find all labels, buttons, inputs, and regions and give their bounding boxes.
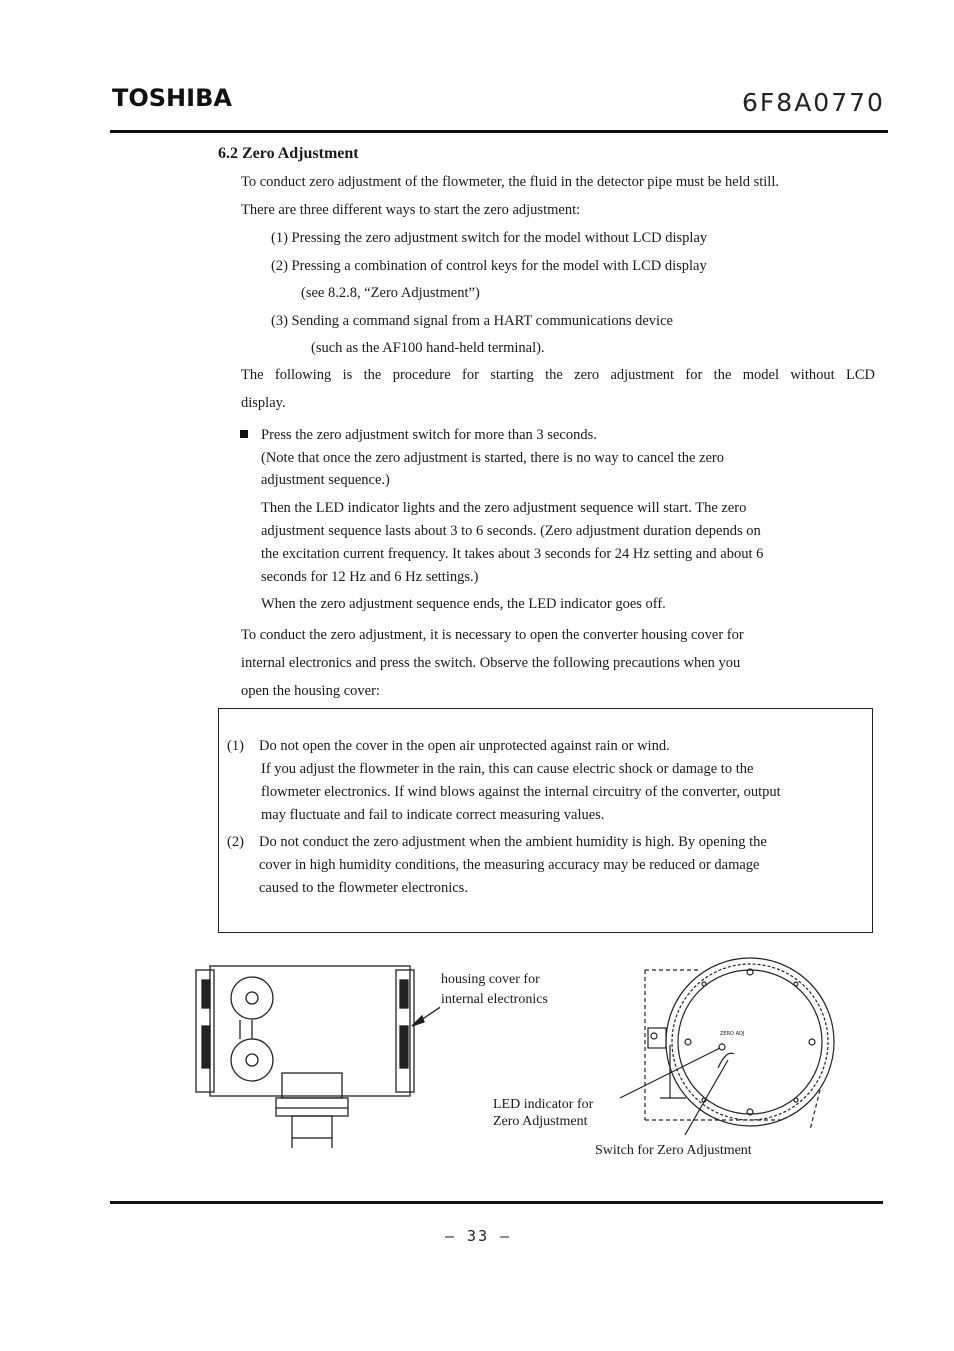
method-1: (1) Pressing the zero adjustment switch for the model without LCD display: [271, 230, 708, 246]
svg-text:ZERO ADJ: ZERO ADJ: [720, 1031, 745, 1037]
label-led-indicator-2: Zero Adjustment: [493, 1114, 588, 1129]
open-cover-line-2: internal electronics and press the switch. Observe the following precautions when you: [241, 655, 741, 671]
label-zero-switch: Switch for Zero Adjustment: [595, 1143, 752, 1158]
label-led-indicator-1: LED indicator for: [493, 1097, 594, 1112]
method-3: (3) Sending a command signal from a HART communications device: [271, 313, 673, 329]
procedure-line-1: The following is the procedure for starting the zero adjustment for the model without LCD: [241, 367, 875, 383]
open-cover-line-1: To conduct the zero adjustment, it is necessary to open the converter housing cover for: [241, 627, 744, 643]
step-note-line-1: (Note that once the zero adjustment is started, there is no way to cancel the zero: [261, 450, 725, 466]
procedure-line-2: display.: [241, 395, 286, 411]
step-note-line-2: adjustment sequence.): [261, 472, 390, 488]
method-2: (2) Pressing a combination of control keys for the model with LCD display: [271, 258, 707, 274]
warning-1-line-3: flowmeter electronics. If wind blows against the internal circuitry of the converter, output: [261, 784, 781, 800]
footer-rule: [110, 1201, 883, 1204]
label-housing-cover-1: housing cover for: [441, 972, 540, 987]
open-cover-line-3: open the housing cover:: [241, 683, 380, 699]
warning-2-line-3: caused to the flowmeter electronics.: [259, 880, 468, 896]
warning-1-number: (1): [227, 738, 244, 754]
warning-2-number: (2): [227, 834, 244, 850]
step-then-line-1: Then the LED indicator lights and the zero adjustment sequence will start. The zero: [261, 500, 747, 516]
warning-1-line-4: may fluctuate and fail to indicate correct measuring values.: [261, 807, 605, 823]
step-then-line-3: the excitation current frequency. It takes about 3 seconds for 24 Hz setting and about 6: [261, 546, 764, 562]
step-then-line-2: adjustment sequence lasts about 3 to 6 seconds. (Zero adjustment duration depends on: [261, 523, 761, 539]
warning-1-line-2: If you adjust the flowmeter in the rain, this can cause electric shock or damage to the: [261, 761, 754, 777]
page-number: — 33 —: [445, 1227, 512, 1245]
step-then-line-4: seconds for 12 Hz and 6 Hz settings.): [261, 569, 479, 585]
section-title: 6.2 Zero Adjustment: [218, 145, 359, 162]
document-number: 6F8A0770: [742, 88, 885, 117]
intro-line-2: There are three different ways to start the zero adjustment:: [241, 202, 581, 218]
warning-2-line-1: Do not conduct the zero adjustment when the ambient humidity is high. By opening the: [259, 834, 767, 850]
intro-line-1: To conduct zero adjustment of the flowmeter, the fluid in the detector pipe must be held still.: [241, 174, 779, 190]
method-3-note: (such as the AF100 hand-held terminal).: [311, 340, 545, 356]
brand-logo: TOSHIBA: [112, 84, 232, 112]
label-housing-cover-2: internal electronics: [441, 992, 548, 1007]
converter-housing-drawing: [190, 958, 440, 1153]
warning-1-line-1: Do not open the cover in the open air unprotected against rain or wind.: [259, 738, 670, 754]
step-press-switch: Press the zero adjustment switch for more than 3 seconds.: [261, 427, 597, 443]
header-rule: [110, 130, 888, 133]
warning-2-line-2: cover in high humidity conditions, the measuring accuracy may be reduced or damage: [259, 857, 760, 873]
bullet-square-icon: [240, 430, 248, 438]
open-cover-detail-drawing: [610, 950, 845, 1145]
method-2-note: (see 8.2.8, “Zero Adjustment”): [301, 285, 480, 301]
step-end: When the zero adjustment sequence ends, the LED indicator goes off.: [261, 596, 666, 612]
